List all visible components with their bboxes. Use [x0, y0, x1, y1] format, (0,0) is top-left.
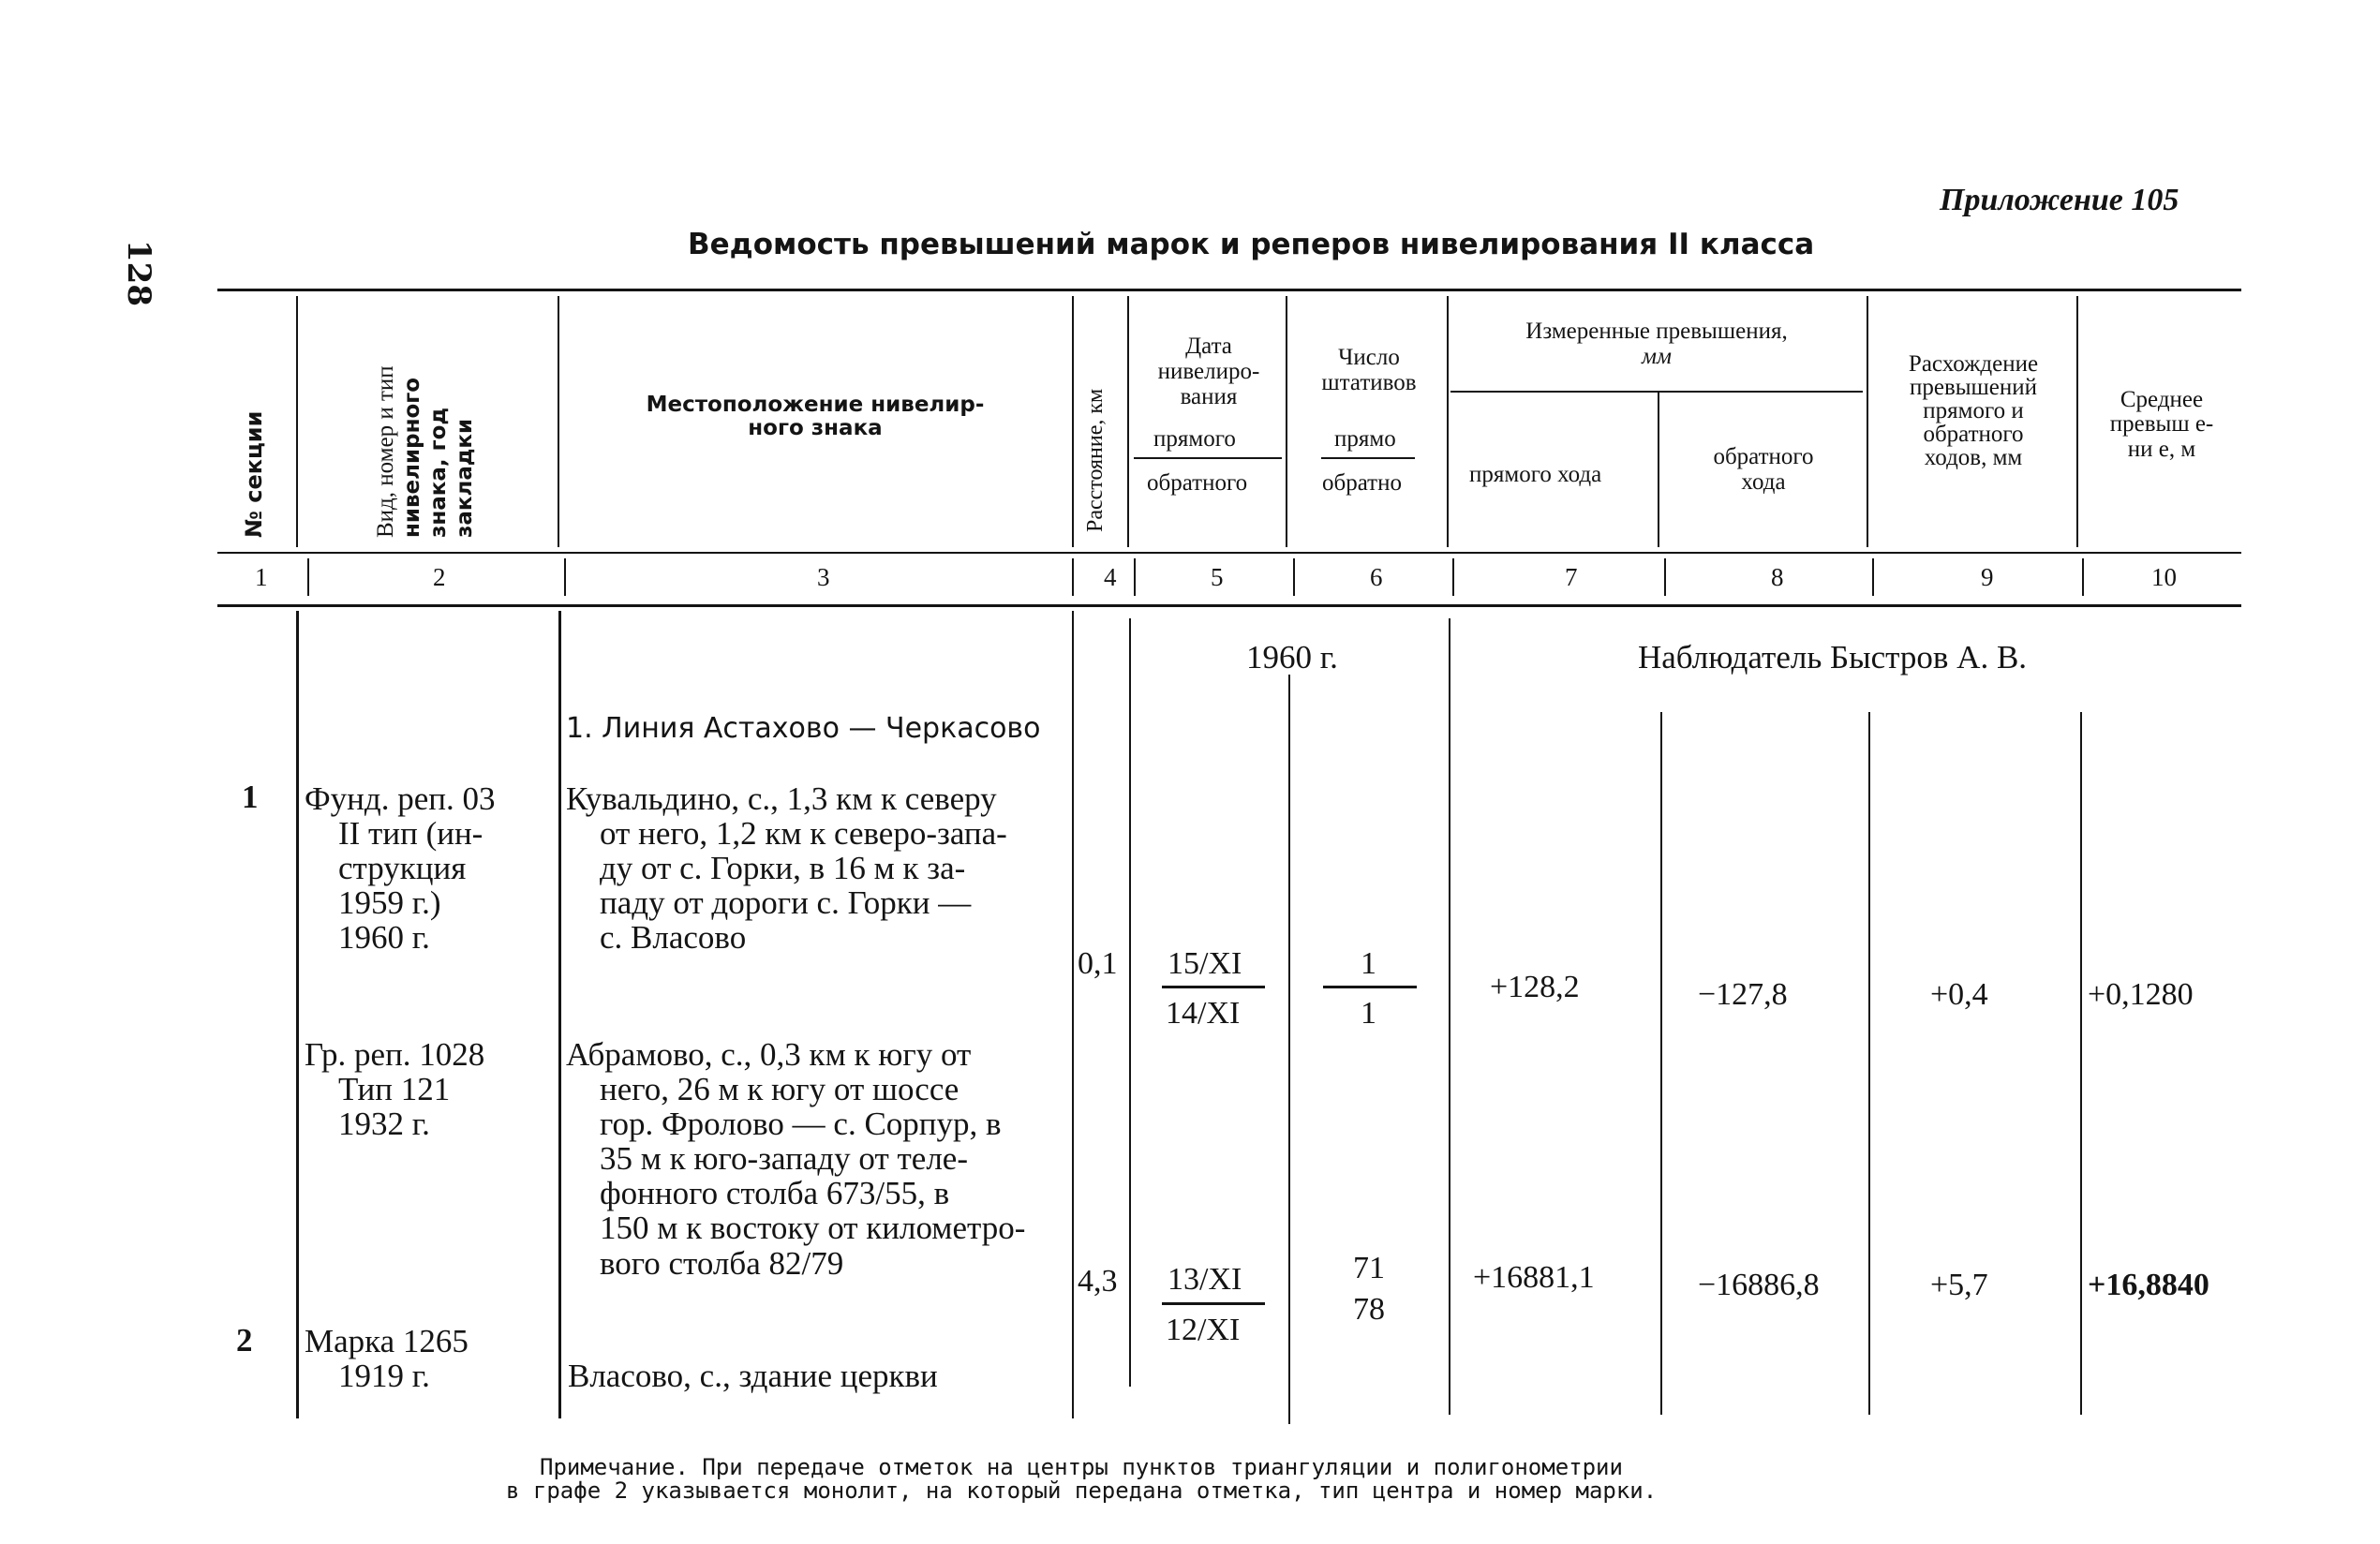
date-direct: 15/XI — [1168, 946, 1242, 981]
header-vline — [1867, 296, 1868, 547]
column-number: 4 — [1104, 563, 1117, 591]
body-vline — [1660, 712, 1662, 1415]
sign-description: Фунд. реп. 03 II тип (ин- струкция 1959 г.) 1960 г. — [305, 780, 496, 957]
body-vline — [1868, 712, 1870, 1415]
mean-value: +0,1280 — [2088, 977, 2194, 1012]
discrepancy-value: +0,4 — [1930, 977, 1988, 1012]
header-reverse-run: обратного хода — [1713, 444, 1814, 495]
distance-value: 0,1 — [1078, 946, 1118, 981]
colnum-sep — [564, 558, 566, 596]
header-direct-run: прямого хода — [1469, 462, 1602, 487]
body-vline — [1129, 618, 1131, 1387]
date-fraction-line — [1162, 1302, 1265, 1305]
location-description: Власово, с., здание церкви — [568, 1358, 938, 1394]
header-measured: Измеренные превышения, мм — [1525, 319, 1788, 369]
year-label: 1960 г. — [1246, 639, 1338, 676]
header-section-number: № секции — [241, 410, 267, 538]
header-sub-rule — [1321, 457, 1415, 459]
column-number: 5 — [1211, 563, 1224, 591]
footnote: Примечание. При передаче отметок на центры пунктов триангуляции и полигонометрии в графе 2 указывается монолит, на который передана отметка, тип центра и номер марки. — [506, 1454, 1658, 1505]
header-vline — [1447, 296, 1449, 547]
distance-value: 4,3 — [1078, 1264, 1118, 1299]
sign-description: Гр. реп. 1028 Тип 121 1932 г. — [305, 1036, 485, 1143]
reverse-run-value: −16886,8 — [1698, 1268, 1820, 1302]
table-top-rule — [217, 289, 2241, 291]
direct-run-value: +128,2 — [1490, 970, 1580, 1004]
location-description: Абрамово, с., 0,3 км к югу от него, 26 м к югу от шоссе гор. Фролово — с. Сорпур, в 35 м к юго-западу от теле- фонного столба 673/55, в 150 м к востоку от километро- вого столба 82/79 — [566, 1036, 1026, 1282]
body-vline — [558, 611, 561, 1418]
body-vline — [296, 611, 299, 1418]
section-number: 2 — [236, 1322, 253, 1358]
header-date-reverse: обратного — [1147, 470, 1248, 496]
header-vline — [2076, 296, 2078, 547]
column-number: 10 — [2151, 563, 2177, 591]
header-vline — [1127, 296, 1129, 547]
header-sub-rule — [1134, 457, 1282, 459]
body-vline — [1449, 618, 1450, 1415]
reverse-run-value: −127,8 — [1698, 977, 1788, 1012]
colnum-sep — [1134, 558, 1136, 596]
column-number: 2 — [433, 563, 446, 591]
tripods-direct: 71 — [1353, 1251, 1385, 1285]
header-vline — [1286, 296, 1287, 547]
colnum-sep — [307, 558, 309, 596]
column-number: 6 — [1370, 563, 1383, 591]
column-number: 3 — [817, 563, 830, 591]
line-title: 1. Линия Астахово — Черкасово — [566, 712, 1041, 745]
header-tripods-direct: прямо — [1334, 426, 1396, 452]
date-fraction-line — [1162, 986, 1265, 988]
header-location: Местоположение нивелир- ного знака — [646, 393, 985, 441]
header-distance: Расстояние, км — [1083, 388, 1108, 532]
header-vline — [1072, 296, 1074, 547]
column-number: 9 — [1981, 563, 1994, 591]
appendix-label: Приложение 105 — [1940, 183, 2179, 217]
column-number: 8 — [1771, 563, 1784, 591]
page-number: 128 — [120, 240, 157, 306]
header-bottom-rule — [217, 552, 2241, 554]
colnum-sep — [1072, 558, 1074, 596]
header-date: Дата нивелиро- вания — [1157, 334, 1260, 409]
column-number: 7 — [1565, 563, 1578, 591]
direct-run-value: +16881,1 — [1473, 1260, 1595, 1295]
location-description: Кувальдино, с., 1,3 км к северу от него, 1,2 км к северо-запа- ду от с. Горки, в 16 м к за- паду от дороги с. Горки — с. Власово — [566, 780, 1007, 957]
header-vline — [1658, 392, 1659, 547]
tripods-direct: 1 — [1361, 946, 1376, 981]
discrepancy-value: +5,7 — [1930, 1268, 1988, 1302]
header-date-direct: прямого — [1153, 426, 1236, 452]
body-vline — [1072, 611, 1074, 1418]
header-discrepancy: Расхождение превышений прямого и обратного ходов, мм — [1908, 351, 2039, 470]
tripods-reverse: 78 — [1353, 1292, 1385, 1327]
colnum-bottom-rule — [217, 604, 2241, 607]
header-tripods: Число штативов — [1321, 345, 1417, 395]
header-mean: Среднее превыш е- ни е, м — [2109, 387, 2214, 462]
colnum-sep — [1293, 558, 1295, 596]
mean-value: +16,8840 — [2088, 1268, 2209, 1302]
header-vline — [296, 296, 298, 547]
column-number: 1 — [255, 563, 268, 591]
header-sub-rule — [1450, 391, 1863, 393]
header-sign-type: Вид, номер и тип нивелирного знака, год закладки — [373, 365, 477, 538]
tripods-reverse: 1 — [1361, 996, 1376, 1031]
colnum-sep — [2082, 558, 2084, 596]
section-number: 1 — [242, 779, 259, 815]
body-vline — [2080, 712, 2082, 1415]
tripods-fraction-line — [1323, 986, 1417, 988]
date-reverse: 14/XI — [1166, 996, 1241, 1031]
header-tripods-reverse: обратно — [1322, 470, 1402, 496]
colnum-sep — [1664, 558, 1666, 596]
page-title: Ведомость превышений марок и реперов нивелирования II класса — [688, 228, 1815, 261]
colnum-sep — [1452, 558, 1454, 596]
body-vline — [1288, 675, 1290, 1424]
colnum-sep — [1872, 558, 1874, 596]
observer-label: Наблюдатель Быстров А. В. — [1638, 639, 2028, 676]
date-reverse: 12/XI — [1166, 1313, 1241, 1347]
sign-description: Марка 1265 1919 г. — [305, 1323, 469, 1395]
date-direct: 13/XI — [1168, 1262, 1242, 1297]
header-vline — [558, 296, 559, 547]
